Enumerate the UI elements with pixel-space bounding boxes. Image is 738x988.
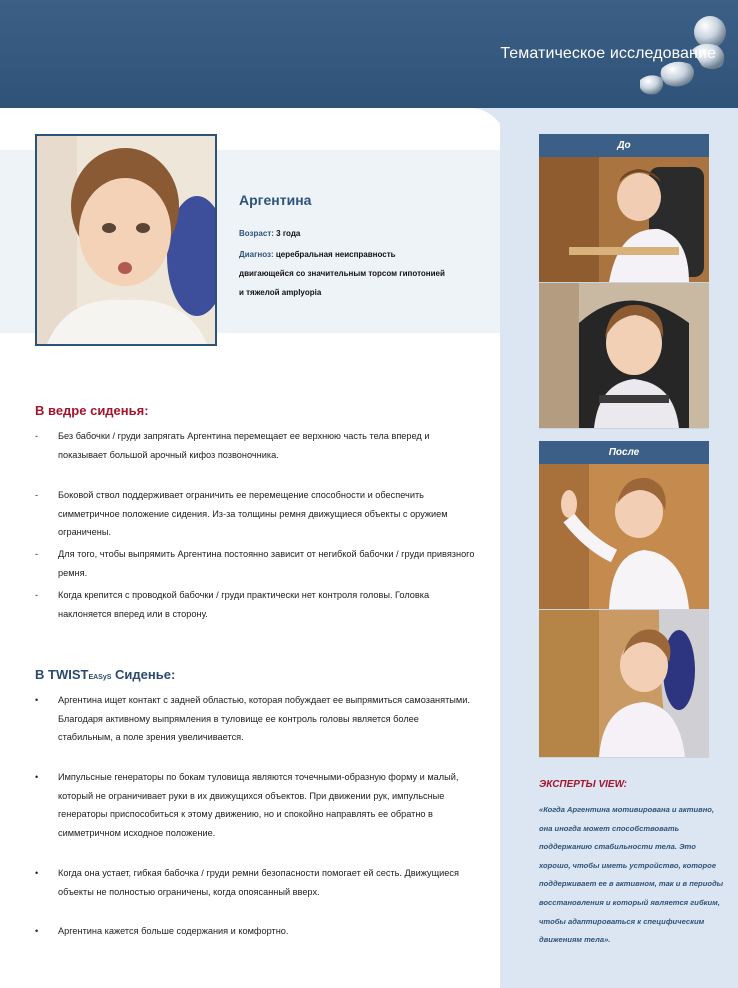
after-image-1 xyxy=(539,464,709,609)
after-photo-2 xyxy=(539,610,709,758)
section-heading-twist-seat xyxy=(35,667,175,682)
child-portrait-image xyxy=(37,136,215,344)
section-heading-seat-bucket: В ведре сиденья: xyxy=(35,403,149,418)
list-item-text: Аргентина ищет контакт с задней областью, которая побуждает ее выпрямиться самозанятыми. Благодаря активному выпрямления в туловище ее контроль головы является более стабильным, а поле зрения увеличивается. xyxy=(58,695,470,742)
after-image-2 xyxy=(539,610,709,757)
list-item-text: Когда она устает, гибкая бабочка / груди ремни безопасности помогает ей сесть. Движущиеся объекты не полностью ограничены, когда опоясанный вверх. xyxy=(58,868,459,897)
page-title: Тематическое исследование xyxy=(500,45,716,62)
bullet-mark: - xyxy=(35,431,39,441)
after-photo-1 xyxy=(539,464,709,610)
patient-name: Аргентина xyxy=(239,192,312,208)
age-label: Возраст: xyxy=(239,229,274,238)
bullet-mark: - xyxy=(35,549,39,559)
list-item-text: Импульсные генераторы по бокам туловища являются точечными-образную форму и малый, который не ограничивает руки в их движущихся объектов. При движении рук, импульсные генераторы приспособиться к этому движению, но и спокойно направлять ее обратно в симметричном исходное положение. xyxy=(58,772,459,838)
bullet-mark: • xyxy=(35,868,39,878)
before-photo-2 xyxy=(539,283,709,429)
list-item-text: Без бабочки / груди запрягать Аргентина перемещает ее верхнюю часть тела вперед и показывает большой арочный кифоз позвоночника. xyxy=(58,431,430,460)
experts-view-quote: «Когда Аргентина мотивирована и активно, она иногда может способствовать поддержанию стабильности тела. Это хорошо, чтобы иметь устройство, которое поддерживает ее в активном, так и в периоды восстановления и который является гибким, чтобы адаптироваться к специфическим движениям тела». xyxy=(539,805,724,945)
before-image-1 xyxy=(539,157,709,282)
bullet-mark: • xyxy=(35,772,39,782)
list-item xyxy=(35,486,475,542)
age-line xyxy=(239,229,300,238)
diagnosis-line-1 xyxy=(239,250,396,259)
diagnosis-label: Диагноз: xyxy=(239,250,274,259)
list-item-text: Боковой ствол поддерживает ограничить ее перемещение способности и обеспечить симметричное положение сидения. Из-за толщины ремня движущиеся объекты с оружием ограничены. xyxy=(58,490,448,537)
portrait-photo xyxy=(35,134,217,346)
list-item-text: Для того, чтобы выпрямить Аргентина постоянно зависит от негибкой бабочки / груди привязного ремня. xyxy=(58,549,475,578)
list-item xyxy=(35,545,475,582)
diagnosis-line-3: и тяжелой amplyopia xyxy=(239,288,322,297)
bullet-mark: - xyxy=(35,490,39,500)
experts-view-heading: ЭКСПЕРТЫ VIEW: xyxy=(539,779,627,790)
bullet-mark: • xyxy=(35,695,39,705)
section-heading-sub: EASyS xyxy=(88,674,112,681)
section-heading-main: В TWIST xyxy=(35,667,89,682)
page-header xyxy=(0,0,738,108)
before-image-2 xyxy=(539,283,709,428)
after-label: После xyxy=(539,441,709,464)
list-item-text: Аргентина кажется больше содержания и комфортно. xyxy=(58,926,289,936)
list-item xyxy=(35,864,475,901)
bullet-mark: • xyxy=(35,926,39,936)
list-item xyxy=(35,427,475,464)
list-item xyxy=(35,586,475,623)
list-item xyxy=(35,691,475,747)
diagnosis-line-2: двигающейся со значительным торсом гипотонией xyxy=(239,269,445,278)
list-item xyxy=(35,922,475,941)
bullet-mark: - xyxy=(35,590,39,600)
before-label: До xyxy=(539,134,709,157)
diagnosis-value-1: церебральная неисправность xyxy=(275,250,396,259)
section-heading-end: Сиденье: xyxy=(111,667,176,682)
list-item xyxy=(35,768,475,842)
list-item-text: Когда крепится с проводкой бабочки / груди практически нет контроля головы. Головка наклоняется вперед или в сторону. xyxy=(58,590,430,619)
before-photo-1 xyxy=(539,157,709,283)
age-value: 3 года xyxy=(276,229,301,238)
